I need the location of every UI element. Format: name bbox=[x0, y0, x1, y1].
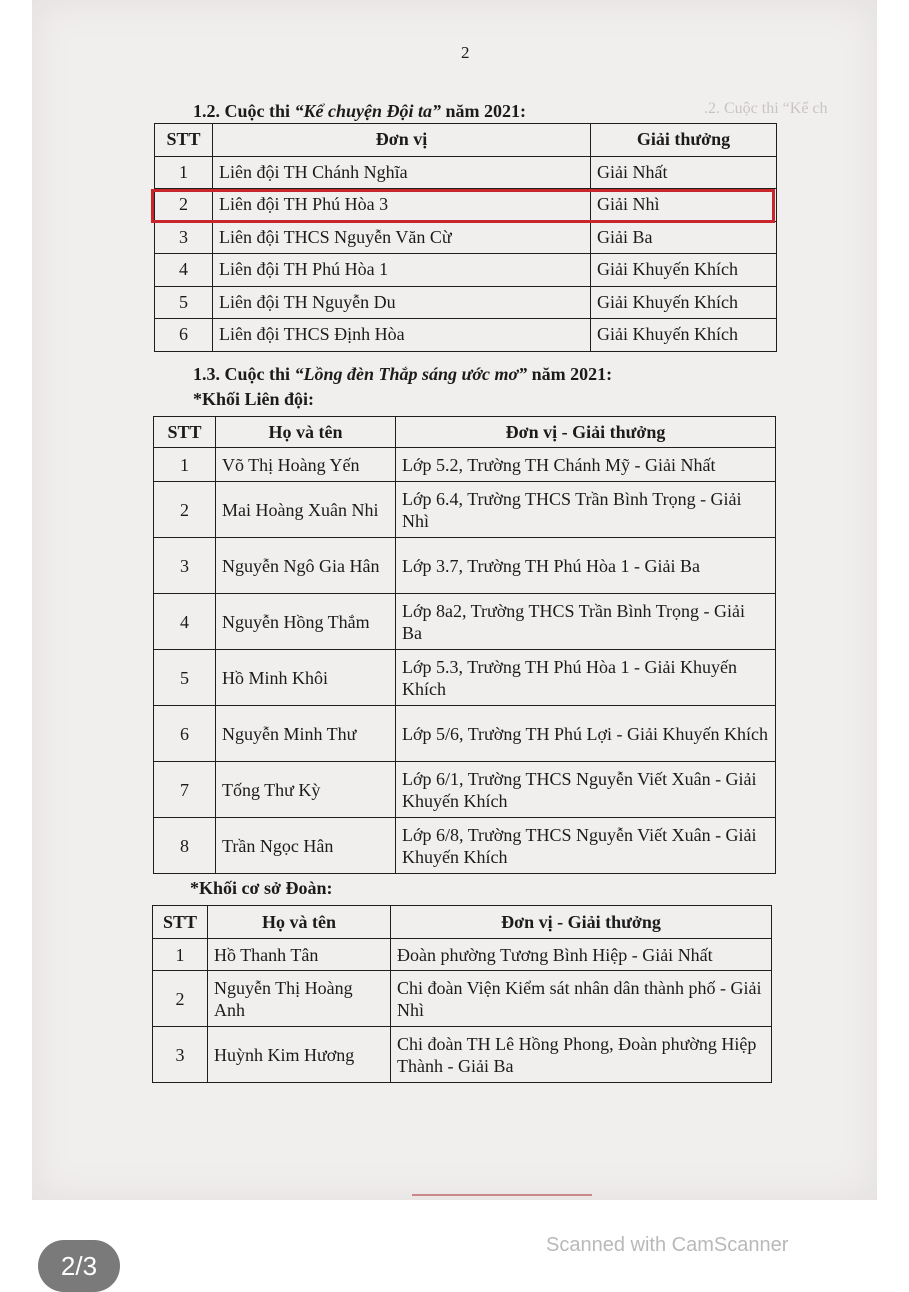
cell-award: Giải Ba bbox=[591, 221, 777, 254]
cell-stt: 6 bbox=[155, 319, 213, 352]
cell-award: Giải Nhì bbox=[591, 189, 777, 222]
table-header-row bbox=[153, 906, 772, 939]
cell-name: Hồ Thanh Tân bbox=[208, 939, 391, 971]
table-row bbox=[154, 538, 776, 594]
table-row bbox=[155, 319, 777, 352]
group-1-label: *Khối Liên đội: bbox=[193, 389, 315, 409]
table-row bbox=[153, 1027, 772, 1083]
cell-stt: 2 bbox=[154, 482, 216, 538]
cell-name: Huỳnh Kim Hương bbox=[208, 1027, 391, 1083]
cell-stt: 5 bbox=[154, 650, 216, 706]
cell-stt: 5 bbox=[155, 286, 213, 319]
table-khoi-co-so-doan bbox=[152, 905, 772, 1083]
page-number: 2 bbox=[461, 43, 470, 62]
header-award: Giải thưởng bbox=[591, 124, 777, 157]
cell-unit: Liên đội TH Nguyễn Du bbox=[213, 286, 591, 319]
cell-stt: 4 bbox=[155, 254, 213, 287]
heading-suffix: năm 2021: bbox=[441, 101, 527, 121]
cell-stt: 1 bbox=[154, 448, 216, 482]
cell-award: Giải Nhất bbox=[591, 156, 777, 189]
cell-unit: Liên đội THCS Định Hòa bbox=[213, 319, 591, 352]
cell-stt: 7 bbox=[154, 762, 216, 818]
table-row bbox=[155, 156, 777, 189]
table-row bbox=[154, 818, 776, 874]
cell-name: Nguyễn Thị Hoàng Anh bbox=[208, 971, 391, 1027]
table-row bbox=[153, 939, 772, 971]
table-ke-chuyen bbox=[154, 123, 777, 352]
cell-name: Hồ Minh Khôi bbox=[216, 650, 396, 706]
table-khoi-lien-doi bbox=[153, 416, 776, 874]
cell-detail: Chi đoàn TH Lê Hồng Phong, Đoàn phường Hiệp Thành - Giải Ba bbox=[391, 1027, 772, 1083]
table-row bbox=[154, 448, 776, 482]
cell-name: Trần Ngọc Hân bbox=[216, 818, 396, 874]
heading-suffix: năm 2021: bbox=[527, 364, 613, 384]
cell-name: Tống Thư Kỳ bbox=[216, 762, 396, 818]
header-detail: Đơn vị - Giải thưởng bbox=[391, 906, 772, 939]
cell-detail: Lớp 6/1, Trường THCS Nguyễn Viết Xuân - Giải Khuyến Khích bbox=[396, 762, 776, 818]
page-indicator: 2/3 bbox=[38, 1240, 120, 1292]
table-row bbox=[154, 482, 776, 538]
heading-prefix: 1.2. Cuộc thi bbox=[193, 101, 295, 121]
cell-stt: 2 bbox=[153, 971, 208, 1027]
table-row bbox=[155, 286, 777, 319]
cell-award: Giải Khuyến Khích bbox=[591, 254, 777, 287]
bleed-through-text: .2. Cuộc thi “Kể ch bbox=[704, 100, 828, 117]
table-row bbox=[154, 594, 776, 650]
cell-name: Mai Hoàng Xuân Nhi bbox=[216, 482, 396, 538]
cell-detail: Lớp 5.2, Trường TH Chánh Mỹ - Giải Nhất bbox=[396, 448, 776, 482]
table-header-row bbox=[155, 124, 777, 157]
cell-name: Võ Thị Hoàng Yến bbox=[216, 448, 396, 482]
heading-prefix: 1.3. Cuộc thi bbox=[193, 364, 295, 384]
cell-unit: Liên đội TH Phú Hòa 3 bbox=[213, 189, 591, 222]
cell-stt: 3 bbox=[153, 1027, 208, 1083]
cell-detail: Lớp 5.3, Trường TH Phú Hòa 1 - Giải Khuyến Khích bbox=[396, 650, 776, 706]
cell-stt: 2 bbox=[155, 189, 213, 222]
section-1-2-heading bbox=[193, 101, 526, 122]
cell-detail: Lớp 6/8, Trường THCS Nguyễn Viết Xuân - Giải Khuyến Khích bbox=[396, 818, 776, 874]
table-header-row bbox=[154, 417, 776, 448]
table-row bbox=[155, 254, 777, 287]
heading-title: “Lồng đèn Thắp sáng ước mơ” bbox=[294, 364, 528, 384]
cell-detail: Chi đoàn Viện Kiểm sát nhân dân thành phố - Giải Nhì bbox=[391, 971, 772, 1027]
section-1-3-heading bbox=[193, 364, 612, 385]
header-stt: STT bbox=[155, 124, 213, 157]
header-detail: Đơn vị - Giải thưởng bbox=[396, 417, 776, 448]
page-edge-mark bbox=[412, 1194, 592, 1196]
cell-unit: Liên đội TH Phú Hòa 1 bbox=[213, 254, 591, 287]
table-row bbox=[154, 762, 776, 818]
cell-detail: Lớp 5/6, Trường TH Phú Lợi - Giải Khuyến Khích bbox=[396, 706, 776, 762]
cell-award: Giải Khuyến Khích bbox=[591, 319, 777, 352]
cell-stt: 3 bbox=[155, 221, 213, 254]
header-unit: Đơn vị bbox=[213, 124, 591, 157]
header-stt: STT bbox=[154, 417, 216, 448]
cell-detail: Lớp 8a2, Trường THCS Trần Bình Trọng - Giải Ba bbox=[396, 594, 776, 650]
header-stt: STT bbox=[153, 906, 208, 939]
cell-detail: Lớp 3.7, Trường TH Phú Hòa 1 - Giải Ba bbox=[396, 538, 776, 594]
cell-name: Nguyễn Minh Thư bbox=[216, 706, 396, 762]
group-2-label: *Khối cơ sở Đoàn: bbox=[190, 878, 333, 898]
header-name: Họ và tên bbox=[208, 906, 391, 939]
camscanner-watermark: Scanned with CamScanner bbox=[546, 1234, 789, 1256]
cell-unit: Liên đội THCS Nguyễn Văn Cừ bbox=[213, 221, 591, 254]
highlight-box bbox=[151, 189, 775, 223]
cell-stt: 4 bbox=[154, 594, 216, 650]
table-row bbox=[153, 971, 772, 1027]
cell-stt: 1 bbox=[153, 939, 208, 971]
table-row bbox=[155, 221, 777, 254]
cell-award: Giải Khuyến Khích bbox=[591, 286, 777, 319]
cell-unit: Liên đội TH Chánh Nghĩa bbox=[213, 156, 591, 189]
table-row bbox=[154, 706, 776, 762]
cell-stt: 6 bbox=[154, 706, 216, 762]
cell-name: Nguyễn Ngô Gia Hân bbox=[216, 538, 396, 594]
cell-detail: Lớp 6.4, Trường THCS Trần Bình Trọng - Giải Nhì bbox=[396, 482, 776, 538]
header-name: Họ và tên bbox=[216, 417, 396, 448]
cell-name: Nguyễn Hồng Thắm bbox=[216, 594, 396, 650]
cell-stt: 3 bbox=[154, 538, 216, 594]
table-row bbox=[154, 650, 776, 706]
heading-title: “Kể chuyện Đội ta” bbox=[294, 101, 442, 121]
cell-stt: 8 bbox=[154, 818, 216, 874]
cell-stt: 1 bbox=[155, 156, 213, 189]
cell-detail: Đoàn phường Tương Bình Hiệp - Giải Nhất bbox=[391, 939, 772, 971]
